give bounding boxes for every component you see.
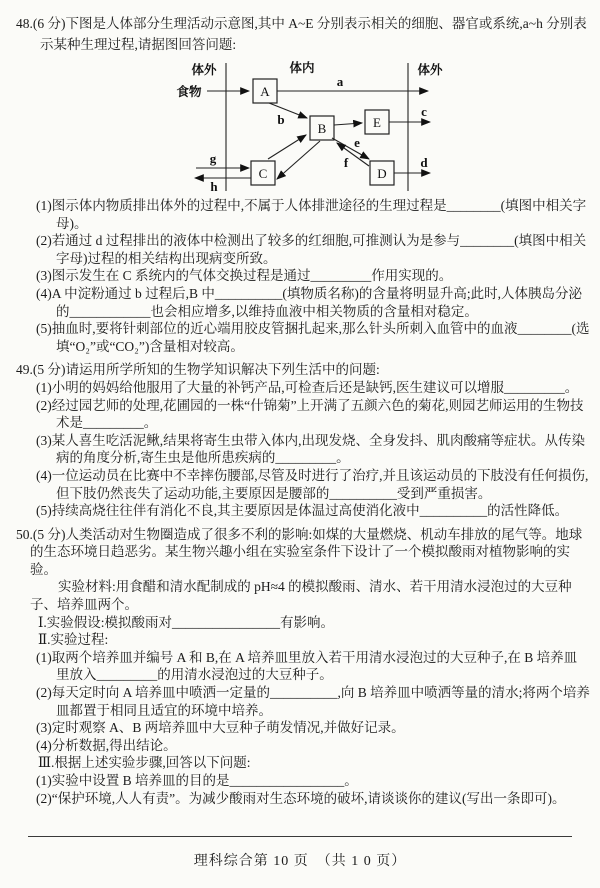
- q50-process-1: (1)取两个培养皿并编号 A 和 B,在 A 培养皿里放入若干用清水浸泡过的大豆种子,在 B 培养皿里放入_________的用清水浸泡过的大豆种子。: [36, 649, 578, 683]
- arrow-e-label: e: [354, 135, 360, 150]
- q48-physiology-diagram: [8, 57, 600, 197]
- diagram-box-D-label: D: [377, 166, 387, 181]
- diagram-box-E-label: E: [373, 115, 381, 130]
- question-48: [8, 13, 590, 355]
- arrow-c-label: c: [421, 104, 427, 119]
- q48-item-4: (4)A 中淀粉通过 b 过程后,B 中__________(填物质名称)的含量将明显升高;此时,人体胰岛分泌的____________也会相应增多,以维持血液中相关物质的含量相对稳定。: [36, 285, 582, 319]
- q49-item-5: (5)持续高烧往往伴有消化不良,其主要原因是体温过高使消化液中__________的活性降低。: [36, 503, 569, 519]
- region-label-inside: 体内: [289, 61, 315, 75]
- q48-item-5: (5)抽血时,要将针刺部位的近心端用胶皮管捆扎起来,那么针头所刺入血管中的血液________(选填“O₂”或“CO₂”)含量相对较高。: [36, 321, 590, 354]
- region-label-outside-right: 体外: [417, 63, 443, 77]
- arrow-f-line: [337, 143, 369, 166]
- q50-question-1: (1)实验中设置 B 培养皿的目的是_________________。: [36, 773, 358, 788]
- q50-questions-title: Ⅲ.根据上述实验步骤,回答以下问题:: [38, 755, 251, 771]
- arrow-b-label: b: [277, 112, 285, 127]
- q50-process-4: (4)分析数据,得出结论。: [36, 737, 177, 753]
- q48-item-2: (2)若通过 d 过程排出的液体中检测出了较多的红细胞,可推测认为是参与________(填图中相关字母)过程的相关结构出现病变所致。: [36, 233, 587, 266]
- arrow-g-label: g: [209, 151, 217, 166]
- diagram-box-A-label: A: [260, 84, 270, 99]
- C-to-B-arrow: [268, 135, 306, 159]
- q49-item-1: (1)小明的妈妈给他服用了大量的补钙产品,可检查后还是缺钙,医生建议可以增服_________。: [36, 379, 579, 395]
- region-label-outside-left: 体外: [191, 63, 217, 77]
- q50-stem: 50.(5 分)人类活动对生物圈造成了很多不利的影响:如煤的大量燃烧、机动车排放的尾气等。地球的生态环境日趋恶劣。某生物兴趣小组在实验室条件下设计了一个模拟酸雨对植物影响的实验。: [16, 526, 583, 577]
- arrow-e-line: [332, 138, 369, 159]
- q48-item-3: (3)图示发生在 C 系统内的气体交换过程是通过_________作用实现的。: [36, 268, 453, 284]
- q49-stem: 49.(5 分)请运用所学所知的生物学知识解决下列生活中的问题:: [16, 362, 380, 378]
- q50-question-2: (2)“保护环境,人人有责”。为减少酸雨对生态环境的破坏,请谈谈你的建议(写出一条即可)。: [36, 790, 566, 806]
- question-49: [8, 361, 590, 519]
- q49-item-3: (3)某人喜生吃活泥鳅,结果将寄生虫带入体内,出现发烧、全身发抖、肌肉酸痛等症状。从传染病的角度分析,寄生虫是他所患疾病的_________。: [36, 432, 585, 466]
- q50-process-3: (3)定时观察 A、B 两培养皿中大豆种子萌发情况,并做好记录。: [36, 720, 405, 736]
- q48-item-1: (1)图示体内物质排出体外的过程中,不属于人体排泄途径的生理过程是________(填图中相关字母)。: [36, 198, 587, 231]
- arrow-d-label: d: [420, 155, 428, 170]
- q50-process-title: Ⅱ.实验过程:: [38, 632, 109, 648]
- q49-item-4: (4)一位运动员在比赛中不幸摔伤腰部,尽管及时进行了治疗,并且该运动员的下肢没有任何损伤,但下肢仍然丧失了运动功能,主要原因是腰部的__________受到严重损害。: [36, 467, 589, 501]
- q50-process-2: (2)每天定时向 A 培养皿中喷洒一定量的__________,向 B 培养皿中喷洒等量的清水;将两个培养皿都置于相同且适宜的环境中培养。: [36, 685, 590, 718]
- arrow-b-line: [269, 103, 307, 118]
- q50-hypothesis: Ⅰ.实验假设:模拟酸雨对________________有影响。: [38, 614, 334, 630]
- q50-materials: 实验材料:用食醋和清水配制成的 pH≈4 的模拟酸雨、清水、若干用清水浸泡过的大豆种子、培养皿两个。: [30, 579, 572, 613]
- q49-item-2: (2)经过园艺师的处理,花圃园的一株“什锦菊”上开满了五颜六色的菊花,则园艺师运用的生物技术是_________。: [36, 397, 584, 431]
- arrow-h-label: h: [210, 179, 218, 194]
- page-footer: [0, 836, 600, 871]
- arrow-f-label: f: [343, 155, 349, 170]
- diagram-box-C-label: C: [258, 166, 268, 181]
- diagram-box-B-label: B: [317, 121, 327, 136]
- food-label: 食物: [176, 85, 202, 99]
- question-50: [8, 526, 590, 808]
- B-to-E-arrow: [334, 123, 362, 125]
- arrow-a-label: a: [336, 74, 344, 89]
- footer-divider: [28, 836, 572, 837]
- q48-stem: 48.(6 分)下图是人体部分生理活动示意图,其中 A~E 分别表示相关的细胞、器官或系统,a~h 分别表示某种生理过程,请据图回答问题:: [16, 16, 587, 52]
- B-to-C-arrow: [277, 141, 320, 179]
- page-number: 理科综合第 10 页 （共 1 0 页）: [193, 854, 407, 869]
